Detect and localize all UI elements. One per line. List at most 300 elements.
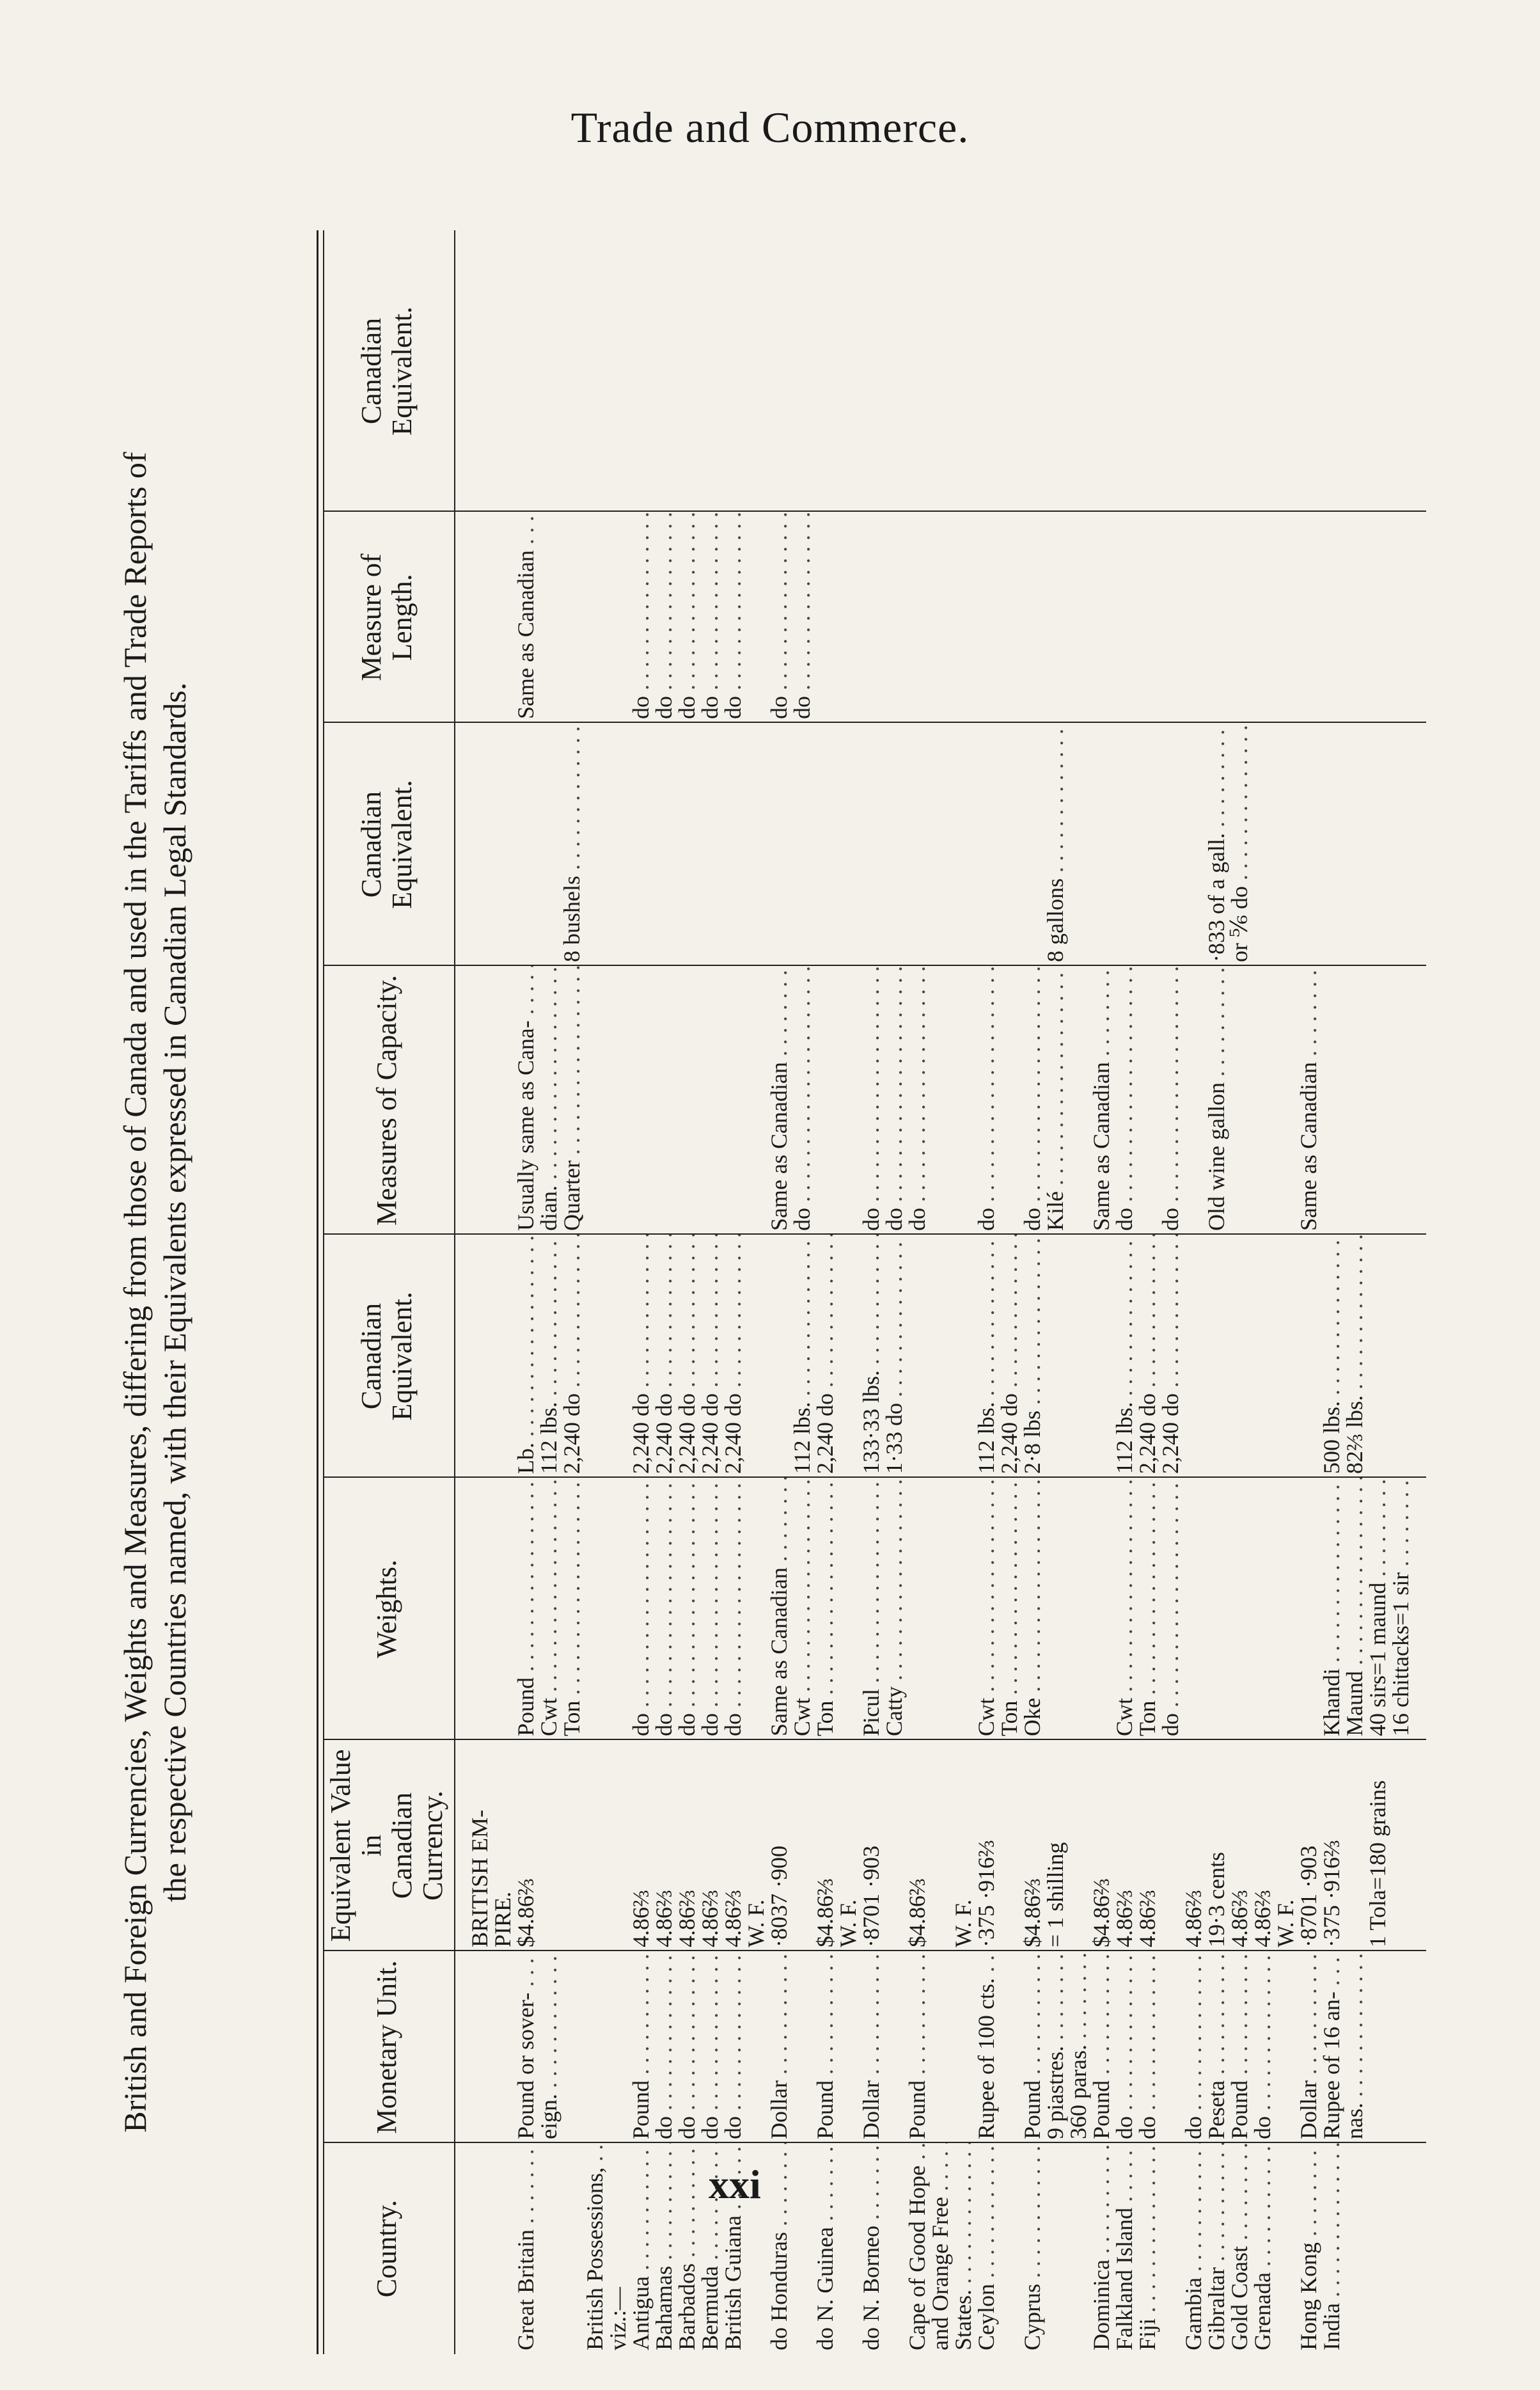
table-cell — [1112, 723, 1137, 966]
table-cell — [490, 230, 515, 512]
table-cell: or ⅚ do . . . — [1227, 723, 1252, 966]
table-cell — [1088, 1478, 1114, 1740]
table-cell — [812, 966, 838, 1235]
table-cell — [1158, 2143, 1183, 2354]
table-cell — [743, 966, 769, 1235]
table-cell: 16 chittacks=1 sir . . . — [1388, 1478, 1413, 1740]
table-cell — [881, 723, 907, 966]
table-cell — [490, 512, 515, 723]
table-cell — [1204, 512, 1229, 723]
table-cell — [1042, 1235, 1068, 1478]
column-header-4: Weights. — [371, 1559, 402, 1659]
table-cell — [605, 966, 631, 1235]
table-cell — [1319, 723, 1344, 966]
table-cell — [1273, 512, 1298, 723]
table-cell: do . . . — [720, 512, 746, 723]
table-cell — [973, 512, 999, 723]
table-cell — [996, 1740, 1022, 1951]
table-row — [513, 230, 538, 2354]
table-cell — [467, 1951, 492, 2143]
table-cell — [927, 1235, 953, 1478]
table-cell — [1227, 1235, 1252, 1478]
table-cell: Gibraltar . . . — [1204, 2143, 1229, 2354]
table-cell: eign. . . . — [536, 1951, 562, 2143]
table-row — [1181, 230, 1206, 2354]
table-cell — [1181, 512, 1206, 723]
table-cell: Gold Coast . . . — [1227, 2143, 1252, 2354]
table-row — [1065, 230, 1091, 2354]
table-cell — [996, 1951, 1022, 2143]
table-caption — [115, 230, 194, 2354]
table-cell: do . . . — [1181, 1951, 1206, 2143]
table-cell: 2,240 do . . . — [628, 1235, 654, 1478]
table-cell — [1250, 1478, 1275, 1740]
table-row — [996, 230, 1022, 2354]
table-cell — [1158, 230, 1183, 512]
column-header-7: Canadian Equivalent. — [356, 780, 418, 909]
table-cell: do . . . — [904, 966, 930, 1235]
table-cell — [789, 1951, 815, 2143]
table-cell — [536, 1740, 562, 1951]
table-cell: $4.86⅔ — [1088, 1878, 1114, 1947]
table-row — [559, 230, 585, 2354]
table-row — [858, 230, 884, 2354]
table-cell: do . . . — [1019, 966, 1045, 1235]
table-cell — [881, 1951, 907, 2143]
table-cell — [1042, 2143, 1068, 2354]
table-cell — [513, 723, 538, 966]
table-cell: 112 lbs. . . . — [536, 1235, 562, 1478]
table-cell — [1273, 1235, 1298, 1478]
table-cell: Bermuda . . . — [697, 2143, 723, 2354]
table-cell: 4.86⅔ — [720, 1890, 746, 1947]
table-cell: Pound . . . — [812, 1951, 838, 2143]
table-cell — [743, 230, 769, 512]
table-cell: Catty . . . — [881, 1478, 907, 1740]
table-cell: 9 piastres. . . . — [1042, 1951, 1068, 2143]
table-cell: Falkland Island . . . — [1112, 2143, 1137, 2354]
table-cell — [582, 723, 608, 966]
table-cell — [582, 1478, 608, 1740]
table-cell: ·8701 ·903 — [858, 1846, 884, 1947]
table-cell — [1112, 512, 1137, 723]
table-cell — [1065, 723, 1091, 966]
table-cell: Khandi . . . — [1319, 1478, 1344, 1740]
table-cell — [1250, 966, 1275, 1235]
table-cell — [1065, 230, 1091, 512]
table-cell — [1204, 1235, 1229, 1478]
table-cell: Peseta . . . — [1204, 1951, 1229, 2143]
table-cell — [1365, 512, 1390, 723]
table-cell: do . . . — [766, 512, 792, 723]
table-cell — [490, 723, 515, 966]
table-cell: W. F. — [743, 1899, 769, 1947]
column-header-1: Country. — [371, 2199, 402, 2298]
table-cell: do N. Borneo . . . — [858, 2143, 884, 2354]
table-cell — [881, 230, 907, 512]
column-divider — [323, 1739, 1426, 1740]
table-cell: British Guiana . . . — [720, 2143, 746, 2354]
table-cell: Cwt . . . — [536, 1478, 562, 1740]
table-row — [467, 230, 492, 2354]
column-header-2: Monetary Unit. — [371, 1960, 402, 2134]
table-cell — [973, 230, 999, 512]
table-cell: 4.86⅔ — [651, 1890, 677, 1947]
table-cell: $4.86⅔ — [1019, 1878, 1045, 1947]
table-cell — [1042, 230, 1068, 512]
table-cell — [766, 230, 792, 512]
table-cell: 112 lbs. . . . — [1112, 1235, 1137, 1478]
table-cell — [789, 230, 815, 512]
table-cell — [674, 723, 700, 966]
table-row — [927, 230, 953, 2354]
table-cell: PIRE. — [490, 1891, 515, 1947]
table-cell: Ton . . . — [559, 1478, 585, 1740]
table-cell — [628, 230, 654, 512]
header-rule — [454, 230, 455, 2354]
table-cell — [950, 966, 976, 1235]
table-cell: Quarter . . . — [559, 966, 585, 1235]
table-cell: Dollar . . . — [1296, 1951, 1321, 2143]
table-row — [490, 230, 515, 2354]
table-cell — [1158, 512, 1183, 723]
table-cell — [1204, 1478, 1229, 1740]
table-cell: do . . . — [697, 1478, 723, 1740]
table-cell: Great Britain . . . — [513, 2143, 538, 2354]
table-cell — [1319, 512, 1344, 723]
table-cell — [743, 1235, 769, 1478]
column-divider — [323, 1950, 1426, 1951]
caption-line-2: the respective Countries named, with their Equivalents expressed in Canadian Legal Standards. — [157, 682, 192, 1903]
table-cell: Dominica . . . — [1088, 2143, 1114, 2354]
table-cell: do . . . — [697, 1951, 723, 2143]
table-cell — [950, 230, 976, 512]
table-cell: Hong Kong . . . — [1296, 2143, 1321, 2354]
table-row — [1250, 230, 1275, 2354]
column-divider — [323, 1233, 1426, 1235]
table-cell: do . . . — [1158, 1478, 1183, 1740]
table-cell: = 1 shilling — [1042, 1842, 1068, 1947]
table-cell: do . . . — [1250, 1951, 1275, 2143]
table-cell: do . . . — [858, 966, 884, 1235]
table-cell — [467, 512, 492, 723]
table-cell — [1065, 1740, 1091, 1951]
table-cell: Ton . . . — [1135, 1478, 1160, 1740]
table-cell — [467, 1235, 492, 1478]
table-row — [1342, 230, 1367, 2354]
table-cell — [835, 1951, 861, 2143]
table-row — [1088, 230, 1114, 2354]
table-cell — [1388, 1951, 1413, 2143]
table-cell — [490, 2143, 515, 2354]
table-cell — [605, 512, 631, 723]
table-cell — [1319, 966, 1344, 1235]
table-cell — [858, 512, 884, 723]
table-cell — [582, 512, 608, 723]
table-cell: do . . . — [720, 1951, 746, 2143]
table-cell — [1273, 230, 1298, 512]
table-cell — [1319, 230, 1344, 512]
table-cell: Pound or sover- . . . — [513, 1951, 538, 2143]
table-cell — [743, 723, 769, 966]
table-row — [1042, 230, 1068, 2354]
table-cell: Pound . . . — [904, 1951, 930, 2143]
table-cell — [1342, 966, 1367, 1235]
table-cell: do . . . — [789, 512, 815, 723]
table-cell: 4.86⅔ — [1135, 1890, 1160, 1947]
table-cell: Fiji . . . — [1135, 2143, 1160, 2354]
column-header-8: Measure of Length. — [356, 553, 418, 681]
table-cell — [858, 230, 884, 512]
table-cell — [1250, 1235, 1275, 1478]
table-row — [1296, 230, 1321, 2354]
table-cell — [1019, 512, 1045, 723]
table-cell: Same as Canadian . . . — [1296, 966, 1321, 1235]
table-cell: 4.86⅔ — [674, 1890, 700, 1947]
table-cell: Lb. . . . — [513, 1235, 538, 1478]
table-cell — [559, 2143, 585, 2354]
table-cell — [835, 966, 861, 1235]
table-cell — [1135, 723, 1160, 966]
table-cell — [927, 1740, 953, 1951]
table-cell — [835, 1235, 861, 1478]
table-cell — [720, 723, 746, 966]
table-cell: Cwt . . . — [789, 1478, 815, 1740]
table-row — [1227, 230, 1252, 2354]
table-cell — [605, 723, 631, 966]
column-divider — [323, 1476, 1426, 1478]
table-cell: $4.86⅔ — [812, 1878, 838, 1947]
table-cell: Same as Canadian . . . — [766, 1478, 792, 1740]
table-cell: 2,240 do . . . — [720, 1235, 746, 1478]
table-cell: do . . . — [1158, 966, 1183, 1235]
column-divider — [323, 965, 1426, 966]
table-cell — [1250, 723, 1275, 966]
table-cell: 500 lbs. . . . — [1319, 1235, 1344, 1478]
table-cell — [536, 2143, 562, 2354]
table-cell — [1042, 512, 1068, 723]
table-cell: and Orange Free . . . — [927, 2143, 953, 2354]
table-cell: 2,240 do . . . — [651, 1235, 677, 1478]
table-cell: do . . . — [1135, 1951, 1160, 2143]
table-cell — [1273, 1478, 1298, 1740]
table-cell — [789, 2143, 815, 2354]
table-cell — [1019, 723, 1045, 966]
table-cell — [467, 723, 492, 966]
table-cell: ·8701 ·903 — [1296, 1846, 1321, 1947]
table-cell — [1065, 966, 1091, 1235]
table-row — [743, 230, 769, 2354]
table-cell — [1296, 723, 1321, 966]
table-cell — [1296, 1478, 1321, 1740]
table-cell — [996, 2143, 1022, 2354]
table-cell — [1227, 966, 1252, 1235]
table-cell — [674, 230, 700, 512]
table-cell: 4.86⅔ — [1181, 1890, 1206, 1947]
table-cell — [1388, 1740, 1413, 1951]
table-cell: Dollar . . . — [858, 1951, 884, 2143]
table-cell — [490, 1951, 515, 2143]
table-cell — [927, 1951, 953, 2143]
table-row — [766, 230, 792, 2354]
table-cell — [467, 230, 492, 512]
table-cell — [835, 723, 861, 966]
table-cell: 2,240 do . . . — [1158, 1235, 1183, 1478]
table-cell: $4.86⅔ — [513, 1878, 538, 1947]
table-cell: Picul . . . — [858, 1478, 884, 1740]
table-cell — [651, 723, 677, 966]
table-cell: 112 lbs. . . . — [789, 1235, 815, 1478]
table-cell — [996, 966, 1022, 1235]
table-cell — [1065, 1235, 1091, 1478]
table-cell — [1388, 512, 1413, 723]
table-cell: 40 sirs=1 maund . . . — [1365, 1478, 1390, 1740]
column-header-3: Equivalent Value in Canadian Currency. — [325, 1749, 448, 1942]
table-cell — [513, 230, 538, 512]
table-cell — [1342, 2143, 1367, 2354]
table-cell — [789, 723, 815, 966]
table-cell: BRITISH EM- — [467, 1810, 492, 1947]
table-row — [1158, 230, 1183, 2354]
table-cell — [582, 966, 608, 1235]
column-divider — [323, 722, 1426, 723]
table-cell — [835, 2143, 861, 2354]
table-row — [697, 230, 723, 2354]
table-cell — [1365, 1235, 1390, 1478]
table-cell: Same as Canadian . . . — [513, 512, 538, 723]
table-cell: do Honduras . . . — [766, 2143, 792, 2354]
table-row — [1112, 230, 1137, 2354]
table-cell — [1088, 1235, 1114, 1478]
top-rule — [317, 230, 318, 2354]
table-cell — [950, 1235, 976, 1478]
table-cell — [467, 2143, 492, 2354]
table-cell: do . . . — [1112, 1951, 1137, 2143]
table-row — [605, 230, 631, 2354]
table-cell — [559, 1951, 585, 2143]
table-cell — [904, 512, 930, 723]
table-cell — [1250, 512, 1275, 723]
table-cell — [1227, 1478, 1252, 1740]
table-row — [1365, 230, 1390, 2354]
table-row — [904, 230, 930, 2354]
table-cell: do . . . — [674, 512, 700, 723]
table-cell — [720, 966, 746, 1235]
table-cell — [536, 230, 562, 512]
table-cell: $4.86⅔ — [904, 1878, 930, 1947]
table-cell — [881, 2143, 907, 2354]
table-cell — [1227, 230, 1252, 512]
table-cell: Dollar . . . — [766, 1951, 792, 2143]
table-cell: Ton . . . — [812, 1478, 838, 1740]
table-cell: 2,240 do . . . — [1135, 1235, 1160, 1478]
table-cell — [1273, 1951, 1298, 2143]
table-cell: do . . . — [789, 966, 815, 1235]
table-cell — [743, 1478, 769, 1740]
table-cell — [1388, 723, 1413, 966]
table-cell — [1112, 230, 1137, 512]
table-cell: do . . . — [720, 1478, 746, 1740]
table-cell: 4.86⅔ — [628, 1890, 654, 1947]
table-cell — [1158, 1951, 1183, 2143]
table-cell — [1342, 512, 1367, 723]
table-cell — [812, 512, 838, 723]
table-cell — [789, 1740, 815, 1951]
table-cell — [651, 966, 677, 1235]
table-cell — [927, 230, 953, 512]
table-cell: Oke . . . — [1019, 1478, 1045, 1740]
table-cell: Maund . . . — [1342, 1478, 1367, 1740]
table-cell: Same as Canadian . . . — [1088, 966, 1114, 1235]
table-cell: 8 gallons . . . — [1042, 723, 1068, 966]
table-cell — [927, 723, 953, 966]
table-cell: do . . . — [1112, 966, 1137, 1235]
table-cell — [1088, 723, 1114, 966]
table-row — [881, 230, 907, 2354]
table-cell: do . . . — [651, 512, 677, 723]
table-cell — [1365, 723, 1390, 966]
table-row — [1204, 230, 1229, 2354]
table-row — [1388, 230, 1413, 2354]
table-cell — [1088, 230, 1114, 512]
table-cell: 2·8 lbs . . . — [1019, 1235, 1045, 1478]
table-cell — [881, 512, 907, 723]
table-cell — [605, 1951, 631, 2143]
table-cell — [1065, 2143, 1091, 2354]
caption-line-1: British and Foreign Currencies, Weights and Measures, differing from those of Canada and used in the Tariffs and Trade Reports of — [117, 452, 153, 2133]
table-cell — [536, 512, 562, 723]
table-cell — [651, 230, 677, 512]
table-cell — [743, 512, 769, 723]
table-cell: nas. . . . — [1342, 1951, 1367, 2143]
top-rule-double — [323, 230, 324, 2354]
table-cell: 112 lbs. . . . — [973, 1235, 999, 1478]
table-cell: Grenada . . . — [1250, 2143, 1275, 2354]
table-cell — [559, 1740, 585, 1951]
table-cell — [467, 1478, 492, 1740]
table-cell: British Possessions, . . . — [582, 2143, 608, 2354]
table-row — [1019, 230, 1045, 2354]
table-cell — [582, 1235, 608, 1478]
table-cell — [1065, 1478, 1091, 1740]
table-cell — [812, 723, 838, 966]
table-cell — [1019, 230, 1045, 512]
table-cell: ·833 of a gall. . . . — [1204, 723, 1229, 966]
table-cell: Cwt . . . — [1112, 1478, 1137, 1740]
table-cell: 2,240 do . . . — [996, 1235, 1022, 1478]
table-cell: do . . . — [674, 1478, 700, 1740]
table-cell — [605, 230, 631, 512]
table-cell — [582, 1951, 608, 2143]
table-cell: Pound . . . — [628, 1951, 654, 2143]
table-cell: Gambia . . . — [1181, 2143, 1206, 2354]
table-cell — [1273, 966, 1298, 1235]
table-cell — [835, 1478, 861, 1740]
table-cell: ·375 ·916⅔ — [1319, 1840, 1344, 1947]
table-cell — [605, 1740, 631, 1951]
table-cell — [1273, 2143, 1298, 2354]
table-cell — [835, 230, 861, 512]
table-cell: do . . . — [697, 512, 723, 723]
table-cell — [904, 1478, 930, 1740]
table-cell — [467, 966, 492, 1235]
table-cell — [1342, 1740, 1367, 1951]
table-cell: 82⅔ lbs. . . . — [1342, 1235, 1367, 1478]
table-cell — [1388, 2143, 1413, 2354]
table-cell — [1158, 723, 1183, 966]
table-cell: do N. Guinea . . . — [812, 2143, 838, 2354]
table-cell: W. F. — [835, 1899, 861, 1947]
